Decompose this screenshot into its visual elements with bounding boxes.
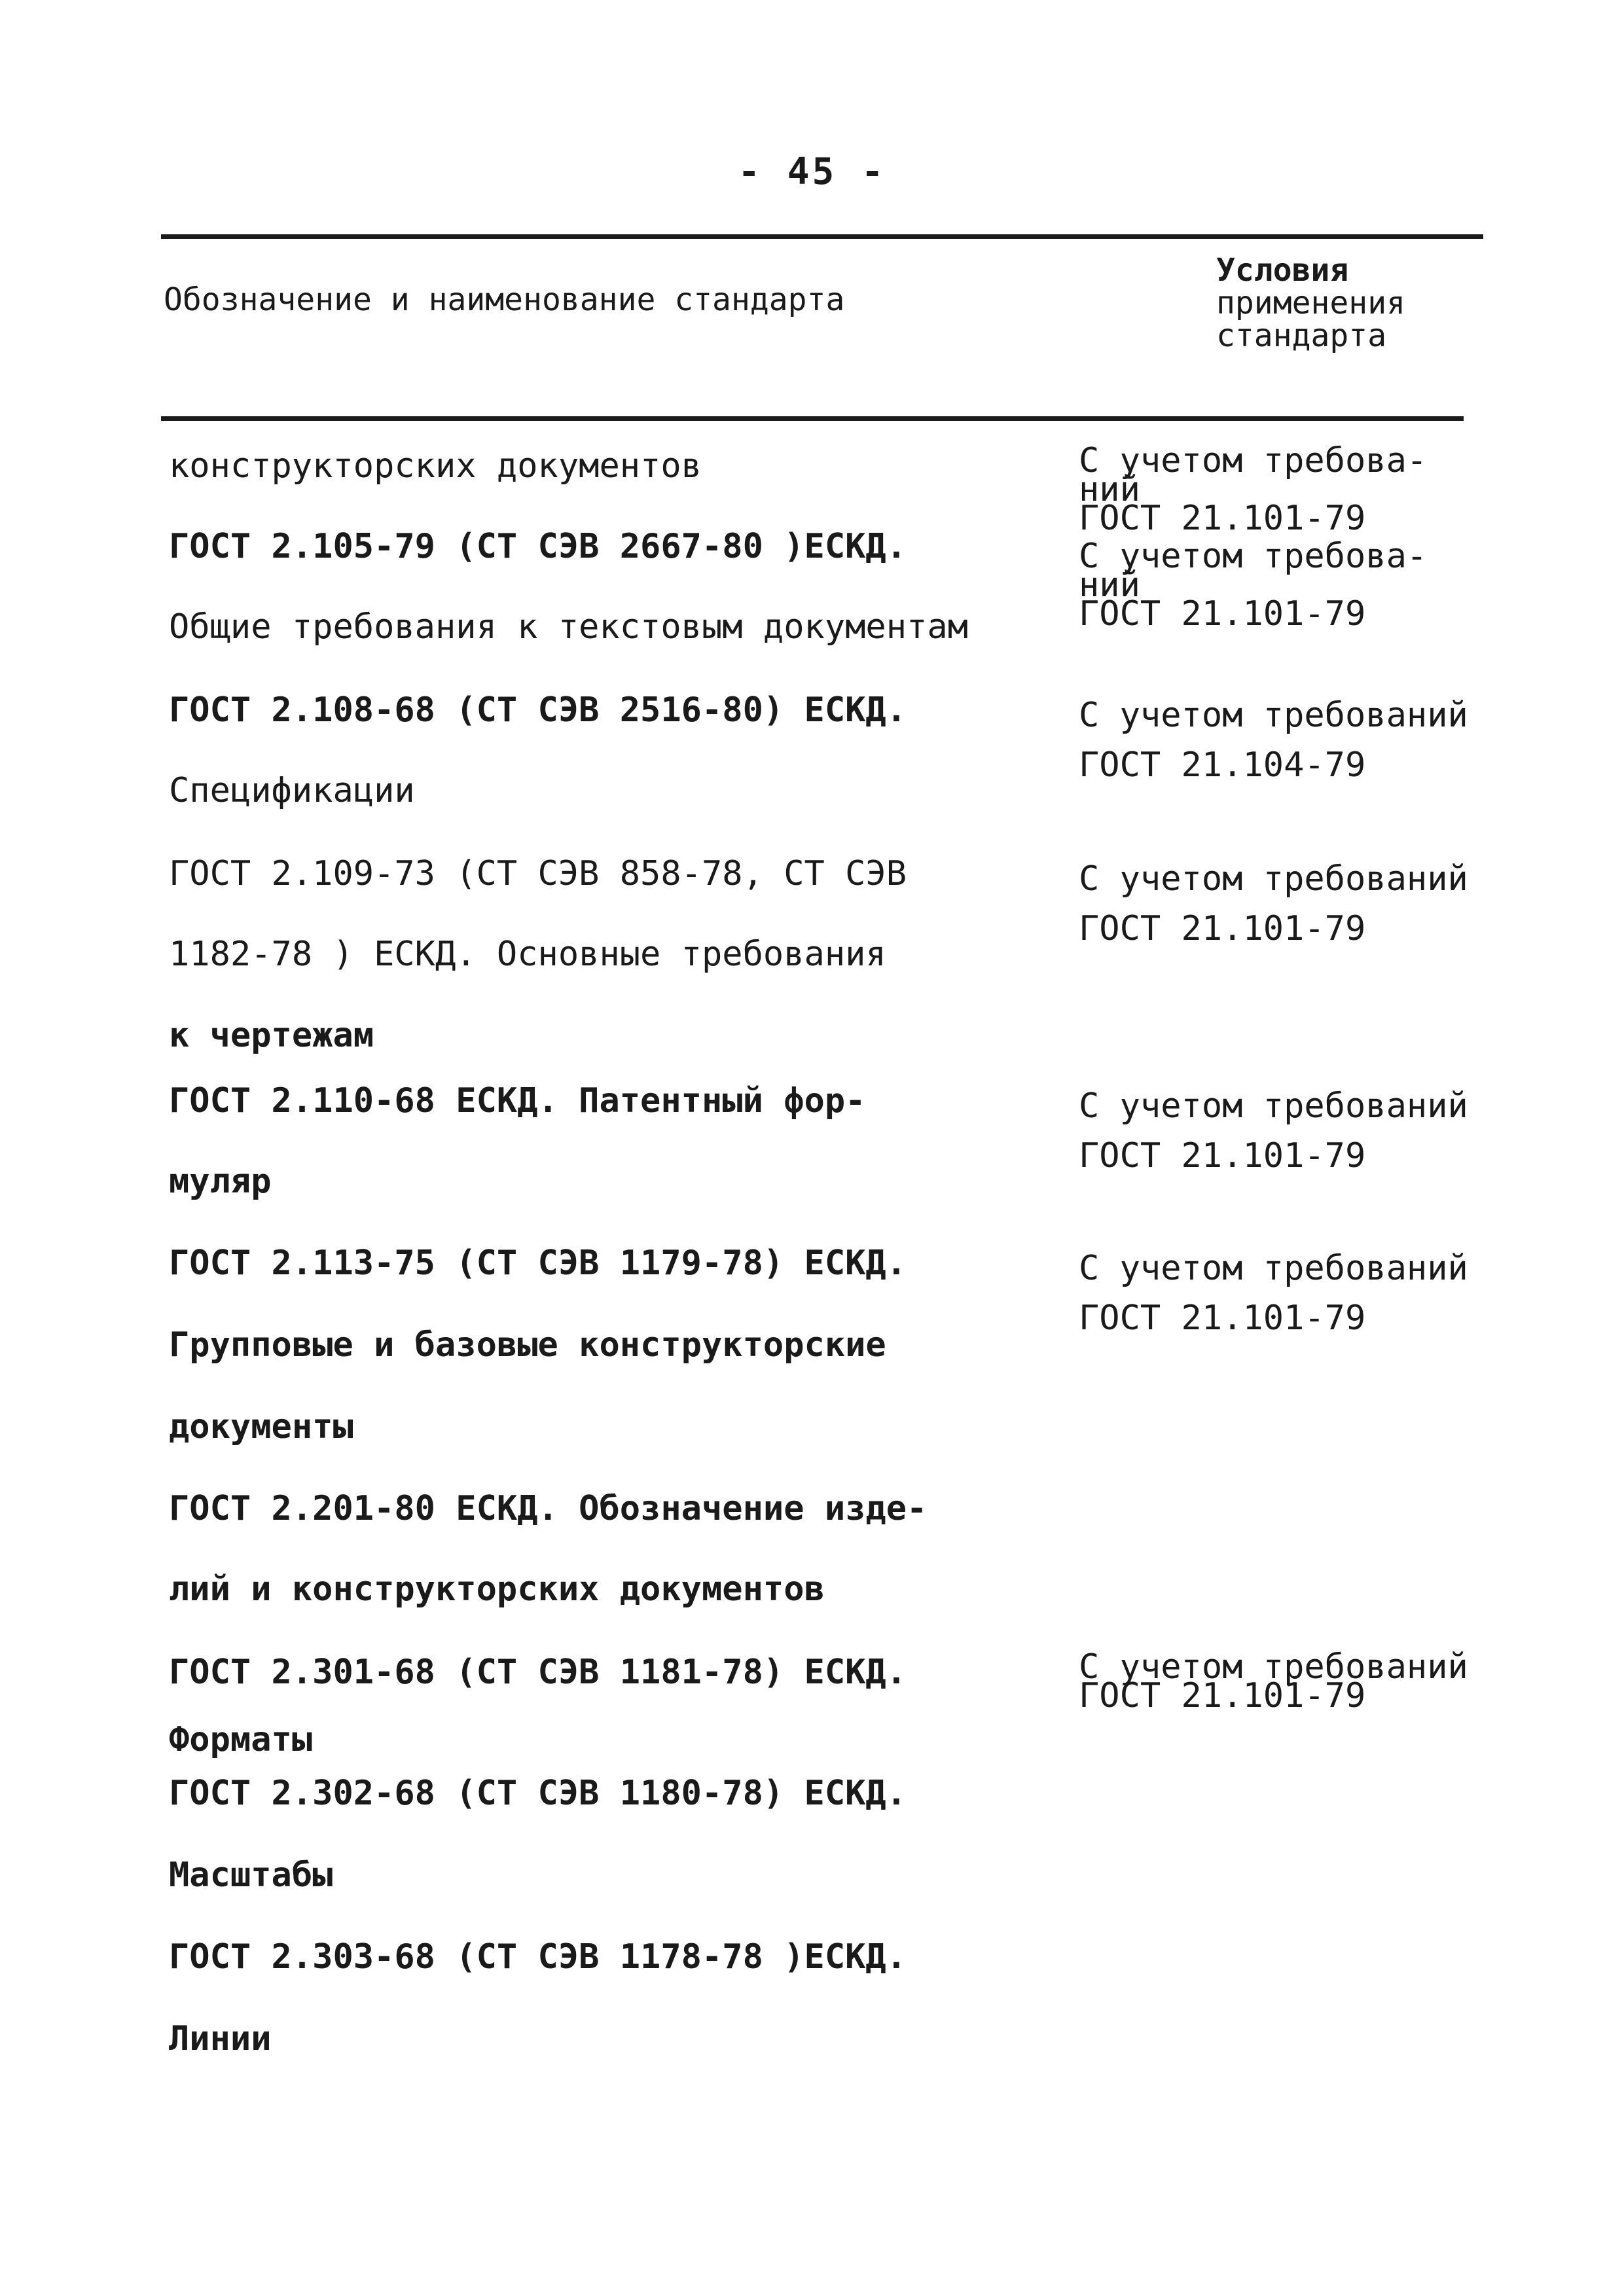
condition-line: С учетом требований xyxy=(1079,696,1468,735)
condition-cell xyxy=(1079,854,1468,954)
standard-line: Групповые и базовые конструкторские xyxy=(169,1325,886,1365)
condition-line: ГОСТ 21.101-79 xyxy=(1079,1676,1366,1715)
standard-line: конструкторских документов xyxy=(169,446,702,486)
column-header-conditions-line: применения xyxy=(1216,285,1405,321)
condition-line: С учетом требований xyxy=(1079,1086,1468,1126)
condition-line: ГОСТ 21.101-79 xyxy=(1079,499,1366,538)
condition-line: С учетом требований xyxy=(1079,859,1468,899)
condition-line: ГОСТ 21.101-79 xyxy=(1079,1136,1366,1175)
condition-cell xyxy=(1079,537,1428,634)
table-top-rule xyxy=(161,234,1483,239)
standard-line: ГОСТ 2.113-75 (СТ СЭВ 1179-78) ЕСКД. xyxy=(169,1244,907,1283)
standard-line: ГОСТ 2.302-68 (СТ СЭВ 1180-78) ЕСКД. xyxy=(169,1774,907,1813)
condition-line: ГОСТ 21.101-79 xyxy=(1079,594,1366,634)
column-header-conditions xyxy=(1216,254,1405,352)
standard-line: ГОСТ 2.301-68 (СТ СЭВ 1181-78) ЕСКД. xyxy=(169,1653,907,1692)
condition-cell xyxy=(1079,441,1428,538)
condition-line: С учетом требова- xyxy=(1079,537,1428,576)
condition-cell xyxy=(1079,1647,1468,1715)
table-header-rule xyxy=(161,416,1464,421)
standard-line: документы xyxy=(169,1407,353,1446)
standard-line: 1182-78 ) ЕСКД. Основные требования xyxy=(169,935,886,974)
standard-line: Общие требования к текстовым документам xyxy=(169,607,968,647)
standard-line: ГОСТ 2.105-79 (СТ СЭВ 2667-80 )ЕСКД. xyxy=(169,527,907,566)
column-header-conditions-line: стандарта xyxy=(1216,317,1387,354)
column-header-conditions-line: Условия xyxy=(1216,252,1349,289)
condition-line: ний xyxy=(1079,470,1140,509)
condition-line: С учетом требований xyxy=(1079,1647,1468,1687)
condition-line: ГОСТ 21.101-79 xyxy=(1079,1299,1366,1338)
condition-line: С учетом требова- xyxy=(1079,441,1428,480)
column-header-standard: Обозначение и наименование стандарта xyxy=(164,281,845,318)
page-number: - 45 - xyxy=(738,151,886,193)
standard-line: Линии xyxy=(169,2019,272,2058)
condition-cell xyxy=(1079,1244,1468,1343)
standard-line: Масштабы xyxy=(169,1856,333,1895)
condition-line: ний xyxy=(1079,565,1140,605)
standard-line: Спецификации xyxy=(169,771,415,810)
condition-line: ГОСТ 21.104-79 xyxy=(1079,745,1366,785)
condition-cell xyxy=(1079,691,1468,790)
standard-line: лий и конструкторских документов xyxy=(169,1570,825,1609)
standard-line: муляр xyxy=(169,1162,272,1201)
standard-line: ГОСТ 2.303-68 (СТ СЭВ 1178-78 )ЕСКД. xyxy=(169,1937,907,1977)
condition-line: ГОСТ 21.101-79 xyxy=(1079,909,1366,948)
condition-cell xyxy=(1079,1081,1468,1181)
standard-line: к чертежам xyxy=(169,1016,374,1055)
standard-line: ГОСТ 2.108-68 (СТ СЭВ 2516-80) ЕСКД. xyxy=(169,691,907,730)
standard-line: Форматы xyxy=(169,1720,313,1759)
standard-line: ГОСТ 2.109-73 (СТ СЭВ 858-78, СТ СЭВ xyxy=(169,854,907,893)
standard-line: ГОСТ 2.201-80 ЕСКД. Обозначение изде- xyxy=(169,1489,928,1528)
condition-line: С учетом требований xyxy=(1079,1249,1468,1288)
standard-line: ГОСТ 2.110-68 ЕСКД. Патентный фор- xyxy=(169,1081,866,1121)
